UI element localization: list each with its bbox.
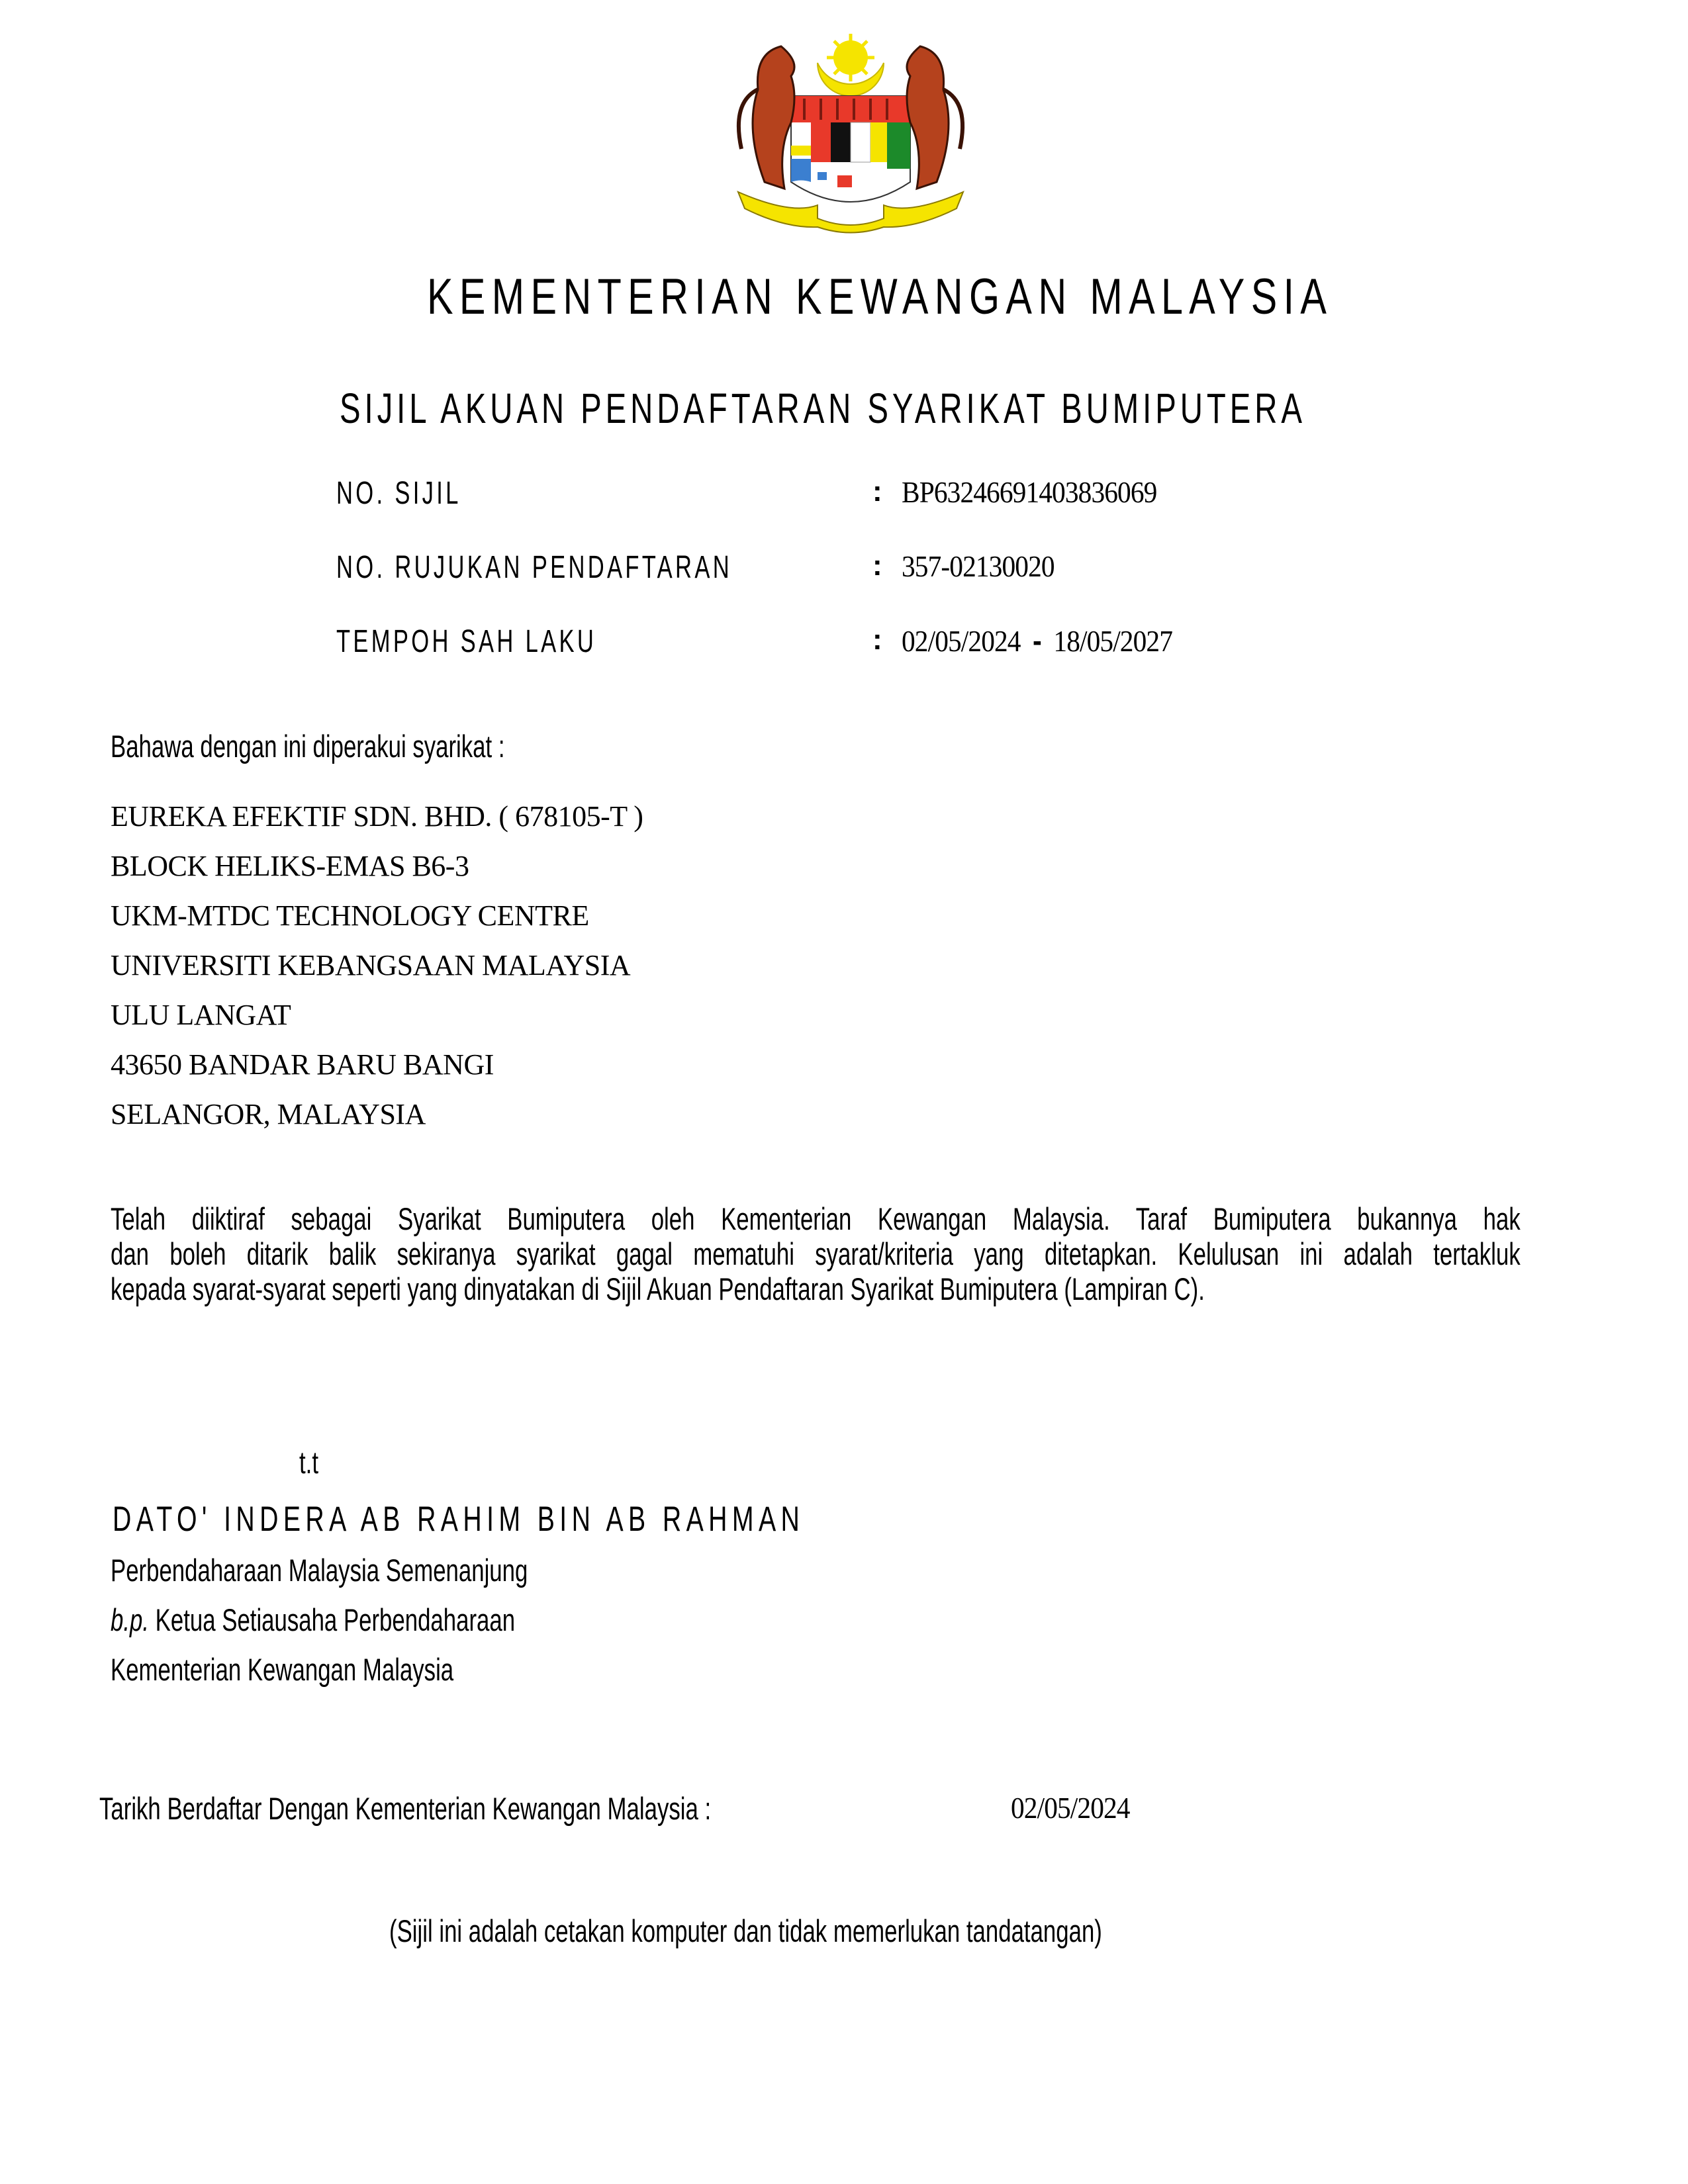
cert-no-value: BP63246691403836069: [902, 475, 1157, 509]
declaration-text: Bahawa dengan ini diperakui syarikat :: [111, 729, 505, 764]
recognition-statement: [111, 1201, 1521, 1306]
computer-generated-note: (Sijil ini adalah cetakan komputer dan tidak memerlukan tandatangan): [389, 1913, 1102, 1948]
validity-to: 18/05/2027: [1053, 624, 1173, 658]
bp-title: Ketua Setiausaha Perbendaharaan: [155, 1602, 516, 1637]
tt-mark: t.t: [299, 1445, 318, 1480]
address-line-5: 43650 BANDAR BARU BANGI: [111, 1048, 494, 1081]
certificate-title: SIJIL AKUAN PENDAFTARAN SYARIKAT BUMIPUTERA: [340, 385, 1306, 432]
validity-dash: -: [1033, 623, 1041, 658]
signatory-ministry: Kementerian Kewangan Malaysia: [111, 1652, 454, 1687]
statement-line-1: Telah diiktiraf sebagai Syarikat Bumiputera oleh Kementerian Kewangan Malaysia. Taraf Bumiputera bukannya hak: [111, 1201, 1521, 1236]
address-line-4: ULU LANGAT: [111, 999, 291, 1031]
address-line-2: UKM-MTDC TECHNOLOGY CENTRE: [111, 899, 589, 932]
cert-no-label: NO. SIJIL: [336, 476, 461, 511]
coat-of-arms-icon: [718, 17, 983, 235]
validity-colon: :: [872, 623, 882, 656]
validity-label: TEMPOH SAH LAKU: [336, 624, 597, 659]
validity-from: 02/05/2024: [902, 624, 1021, 658]
signatory-on-behalf: [111, 1602, 515, 1638]
address-line-3: UNIVERSITI KEBANGSAAN MALAYSIA: [111, 949, 631, 981]
bp-prefix: b.p.: [111, 1602, 150, 1637]
registration-date: 02/05/2024: [1011, 1791, 1130, 1825]
company-name: EUREKA EFEKTIF SDN. BHD. ( 678105-T ): [111, 800, 643, 833]
statement-line-2: dan boleh ditarik balik sekiranya syarikat gagal mematuhi syarat/kriteria yang ditetapkan. Kelulusan ini adalah tertakluk: [111, 1236, 1521, 1271]
signatory-name: DATO' INDERA AB RAHIM BIN AB RAHMAN: [113, 1500, 805, 1539]
reg-ref-label: NO. RUJUKAN PENDAFTARAN: [336, 550, 732, 585]
statement-line-3: kepada syarat-syarat seperti yang dinyatakan di Sijil Akuan Pendaftaran Syarikat Bumiputera (Lampiran C).: [111, 1271, 1205, 1306]
registration-label: Tarikh Berdaftar Dengan Kementerian Kewangan Malaysia :: [99, 1791, 712, 1826]
reg-ref-value: 357-02130020: [902, 549, 1055, 583]
signatory-office: Perbendaharaan Malaysia Semenanjung: [111, 1553, 528, 1588]
cert-no-colon: :: [872, 475, 882, 508]
validity-value: [902, 623, 1172, 659]
reg-ref-colon: :: [872, 549, 882, 582]
ministry-heading: KEMENTERIAN KEWANGAN MALAYSIA: [427, 269, 1333, 325]
address-line-6: SELANGOR, MALAYSIA: [111, 1098, 426, 1130]
address-line-1: BLOCK HELIKS-EMAS B6-3: [111, 850, 469, 882]
